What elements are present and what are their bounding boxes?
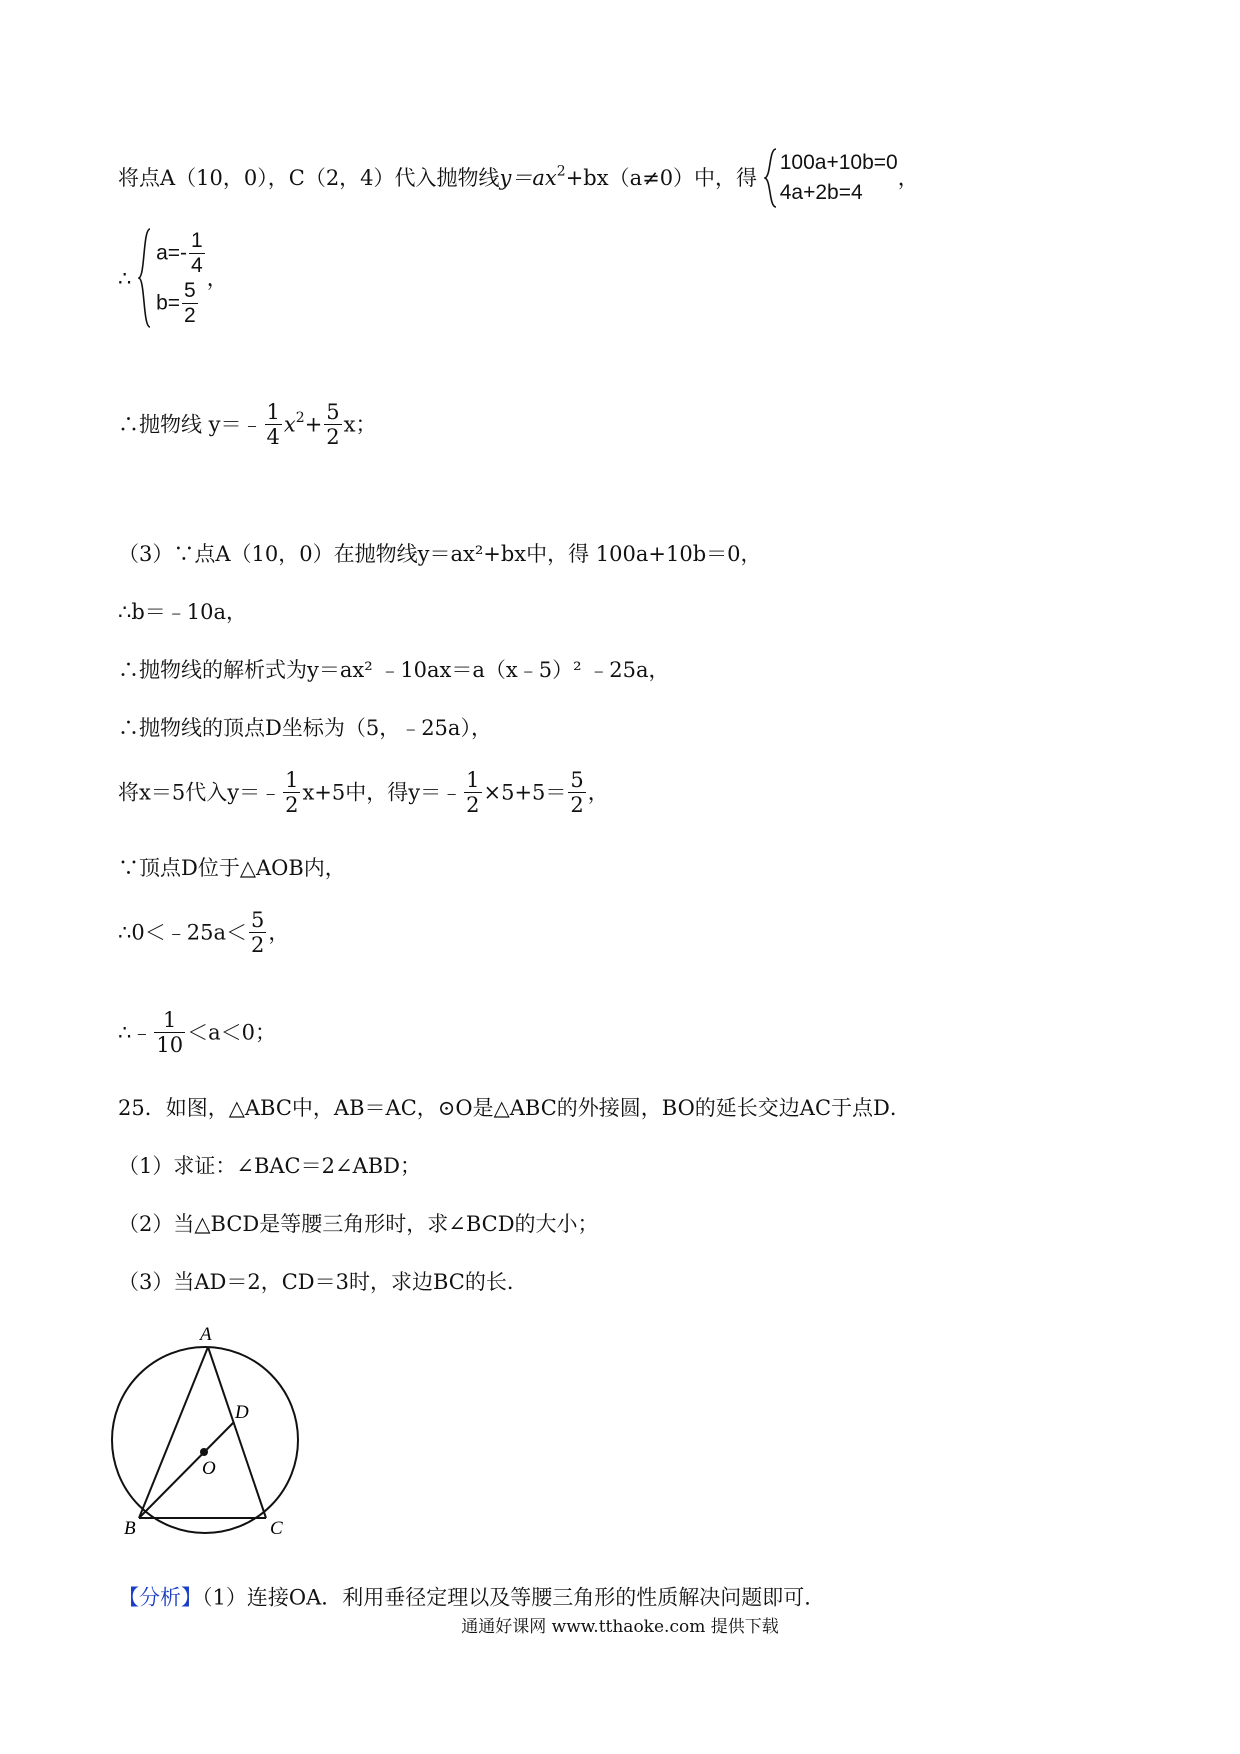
fraction-den: 2 <box>285 793 299 817</box>
line10-suffix: ， <box>268 920 290 945</box>
therefore-symbol: ∴ <box>118 266 132 291</box>
line1-suffix: ， <box>897 166 919 190</box>
analysis-line <box>118 1582 825 1612</box>
question-25: 25．如图，△ABC中，AB＝AC，⊙O是△ABC的外接圆，BO的延长交边AC于点D． <box>118 1096 911 1120</box>
fraction-den: 10 <box>156 1033 184 1057</box>
line1-expr: y＝ax <box>499 166 557 190</box>
page-footer: 通通好课网 www.tthaoke.com 提供下载 <box>461 1617 779 1637</box>
line11-prefix: ∴﹣ <box>118 1020 153 1045</box>
line-part3-start: （3）∵点A（10，0）在抛物线y＝ax²+bx中，得 100a+10b＝0， <box>118 542 762 566</box>
system1-row2: 4a+2b=4 <box>779 181 863 204</box>
system1-row1: 100a+10b=0 <box>779 151 898 174</box>
fraction <box>189 229 205 278</box>
line3-prefix: ∴抛物线 y＝﹣ <box>118 412 263 437</box>
line-vertex-inside: ∵顶点D位于△AOB内， <box>118 856 346 880</box>
fraction-den: 2 <box>184 304 196 328</box>
line-substitute-x5 <box>118 768 609 817</box>
fraction-num: 1 <box>285 768 299 792</box>
brace-icon <box>138 228 152 328</box>
fraction <box>283 768 300 817</box>
fraction-num: 5 <box>570 768 584 792</box>
line3-sup: 2 <box>295 410 305 426</box>
line-solution-system <box>118 228 228 329</box>
line-inequality-1 <box>118 908 289 957</box>
fraction <box>568 768 585 817</box>
center-point-o <box>200 1448 208 1456</box>
line10-prefix: ∴0＜﹣25a＜ <box>118 920 247 945</box>
fraction <box>249 908 266 957</box>
fraction <box>154 1008 185 1057</box>
fraction <box>182 279 198 328</box>
analysis-tag: 【分析】 <box>118 1585 202 1610</box>
system2-row1 <box>156 228 207 278</box>
line-analytic-expression: ∴抛物线的解析式为y＝ax² ﹣10ax＝a（x﹣5）² ﹣25a， <box>118 658 670 682</box>
line1-sup: 2 <box>556 163 566 180</box>
line1-prefix: 将点A（10，0），C（2，4）代入抛物线 <box>118 166 500 190</box>
line1-expr2: +bx（a≠0）中，得 <box>565 166 758 190</box>
label-o: O <box>202 1458 216 1479</box>
line8-mid: x+5中，得y＝﹣ <box>302 780 463 805</box>
analysis-text: （1）连接OA．利用垂径定理以及等腰三角形的性质解决问题即可． <box>202 1585 826 1610</box>
segment-ac <box>208 1347 266 1518</box>
line-substitute-points <box>118 148 919 208</box>
equation-system-2 <box>138 228 207 329</box>
fraction-den: 4 <box>266 425 280 449</box>
fraction-num: 5 <box>250 908 265 932</box>
circumcircle <box>112 1347 298 1533</box>
question-25-part2: （2）当△BCD是等腰三角形时，求∠BCD的大小； <box>118 1212 599 1236</box>
label-a: A <box>200 1324 212 1345</box>
line-parabola-result <box>118 400 377 449</box>
line-b-value: ∴b＝﹣10a， <box>118 600 248 624</box>
system2-row2 <box>156 278 207 328</box>
line11-suffix: ＜a＜0； <box>187 1020 276 1045</box>
fraction-den: 2 <box>570 793 584 817</box>
fraction-num: 1 <box>266 400 280 424</box>
line3-suffix: x； <box>343 412 377 437</box>
line-inequality-2 <box>118 1008 276 1057</box>
system2-row2-left: b= <box>156 291 181 315</box>
fraction <box>324 400 341 449</box>
label-c: C <box>270 1518 283 1539</box>
line8-suffix: ， <box>587 780 609 805</box>
segment-bd <box>139 1422 234 1518</box>
line3-plus: + <box>304 412 323 437</box>
line-vertex-coordinates: ∴抛物线的顶点D坐标为（5，﹣25a）， <box>118 716 492 740</box>
fraction-num: 1 <box>191 228 203 252</box>
equation-system-1 <box>764 148 898 208</box>
segment-ab <box>139 1347 208 1518</box>
line2-suffix: ， <box>206 266 228 291</box>
brace-icon <box>764 148 778 208</box>
fraction-den: 2 <box>326 425 340 449</box>
label-d: D <box>235 1402 249 1423</box>
fraction-den: 2 <box>466 793 480 817</box>
line8-prefix: 将x＝5代入y＝﹣ <box>118 780 282 805</box>
fraction-num: 5 <box>184 279 196 303</box>
fraction <box>265 400 282 449</box>
line8-mid2: ×5+5＝ <box>483 780 567 805</box>
fraction <box>464 768 481 817</box>
fraction-num: 1 <box>154 1008 185 1033</box>
line3-x: x <box>283 412 296 437</box>
fraction-den: 2 <box>250 933 265 957</box>
question-25-part1: （1）求证：∠BAC＝2∠ABD； <box>118 1154 422 1178</box>
question-25-part3: （3）当AD＝2，CD＝3时，求边BC的长． <box>118 1270 528 1294</box>
fraction-num: 5 <box>326 400 340 424</box>
label-b: B <box>124 1518 136 1539</box>
system2-row1-left: a=- <box>156 241 187 265</box>
fraction-num: 1 <box>466 768 480 792</box>
geometry-figure <box>104 1318 324 1548</box>
fraction-den: 4 <box>191 253 203 277</box>
